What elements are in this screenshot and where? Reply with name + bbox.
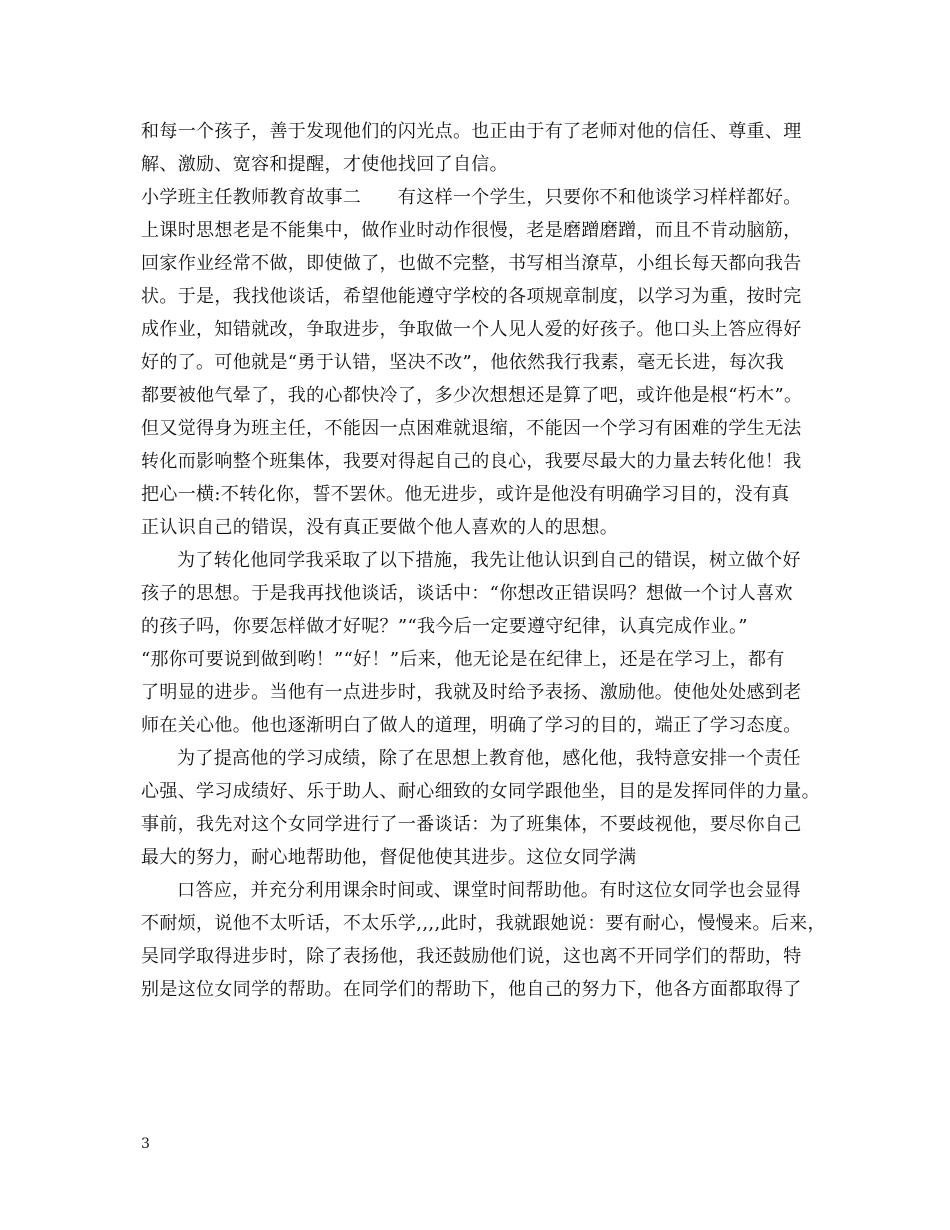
- text-line: 事前，我先对这个女同学进行了一番谈话：为了班集体，不要歧视他，要尽你自己: [141, 814, 802, 835]
- paragraph-start-line: 口答应，并充分利用课余时间或、课堂时间帮助他。有时这位女同学也会显得: [177, 880, 801, 901]
- text-line: 把心一横:不转化你，誓不罢休。他无进步，或许是他没有明确学习目的，没有真: [141, 484, 790, 505]
- text-line: 上课时思想老是不能集中，做作业时动作很慢，老是磨蹭磨蹭，而且不肯动脑筋，: [141, 220, 802, 241]
- text-line: 状。于是，我找他谈话，希望他能遵守学校的各项规章制度，以学习为重，按时完: [141, 286, 802, 307]
- text-line: 小学班主任教师教育故事二 有这样一个学生，只要你不和他谈学习样样都好。: [141, 187, 802, 208]
- text-line: 吴同学取得进步时，除了表扬他，我还鼓励他们说，这也离不开同学们的帮助，特: [141, 946, 802, 967]
- text-line: 孩子的思想。于是我再找他谈话，谈话中：“你想改正错误吗？想做一个讨人喜欢: [141, 583, 793, 604]
- text-line: 了明显的进步。当他有一点进步时，我就及时给予表扬、激励他。使他处处感到老: [141, 682, 802, 703]
- text-line: 的孩子吗，你要怎样做才好呢？”“我今后一定要遵守纪律，认真完成作业。”: [141, 616, 748, 637]
- paragraph-start-line: 为了提高他的学习成绩，除了在思想上教育他，感化他，我特意安排一个责任: [177, 748, 801, 769]
- text-line: 转化而影响整个班集体，我要对得起自己的良心，我要尽最大的力量去转化他！我: [141, 451, 802, 472]
- body-text: [141, 115, 831, 1006]
- page-number: 3: [141, 1136, 150, 1152]
- text-line: 不耐烦，说他不太听话，不太乐学,,,,此时，我就跟她说：要有耐心，慢慢来。后来，: [141, 913, 826, 934]
- text-line: 但又觉得身为班主任，不能因一点困难就退缩，不能因一个学习有困难的学生无法: [141, 418, 802, 439]
- text-line: 最大的努力，耐心地帮助他，督促他使其进步。这位女同学满: [141, 847, 637, 868]
- text-line: 好的了。可他就是“勇于认错，坚决不改”，他依然我行我素，毫无长进，每次我: [141, 352, 785, 373]
- text-line: 回家作业经常不做，即使做了，也做不完整，书写相当潦草，小组长每天都向我告: [141, 253, 802, 274]
- paragraph-start-line: 为了转化他同学我采取了以下措施，我先让他认识到自己的错误，树立做个好: [177, 550, 801, 571]
- text-line: 成作业，知错就改，争取进步，争取做一个人见人爱的好孩子。他口头上答应得好: [141, 319, 802, 340]
- text-line: 正认识自己的错误，没有真正要做个他人喜欢的人的思想。: [141, 517, 619, 538]
- text-line: 心强、学习成绩好、乐于助人、耐心细致的女同学跟他坐，目的是发挥同伴的力量。: [141, 781, 820, 802]
- text-line: 和每一个孩子，善于发现他们的闪光点。也正由于有了老师对他的信任、尊重、理: [141, 121, 802, 142]
- text-line: 师在关心他。他也逐渐明白了做人的道理，明确了学习的目的，端正了学习态度。: [141, 715, 802, 736]
- text-line: 别是这位女同学的帮助。在同学们的帮助下，他自己的努力下，他各方面都取得了: [141, 979, 802, 1000]
- text-line: 解、激励、宽容和提醒，才使他找回了自信。: [141, 154, 508, 175]
- text-line: 都要被他气晕了，我的心都快冷了，多少次想想还是算了吧，或许他是根“朽木”。: [141, 385, 803, 406]
- text-line: “那你可要说到做到哟！”“好！”后来，他无论是在纪律上，还是在学习上，都有: [141, 649, 785, 670]
